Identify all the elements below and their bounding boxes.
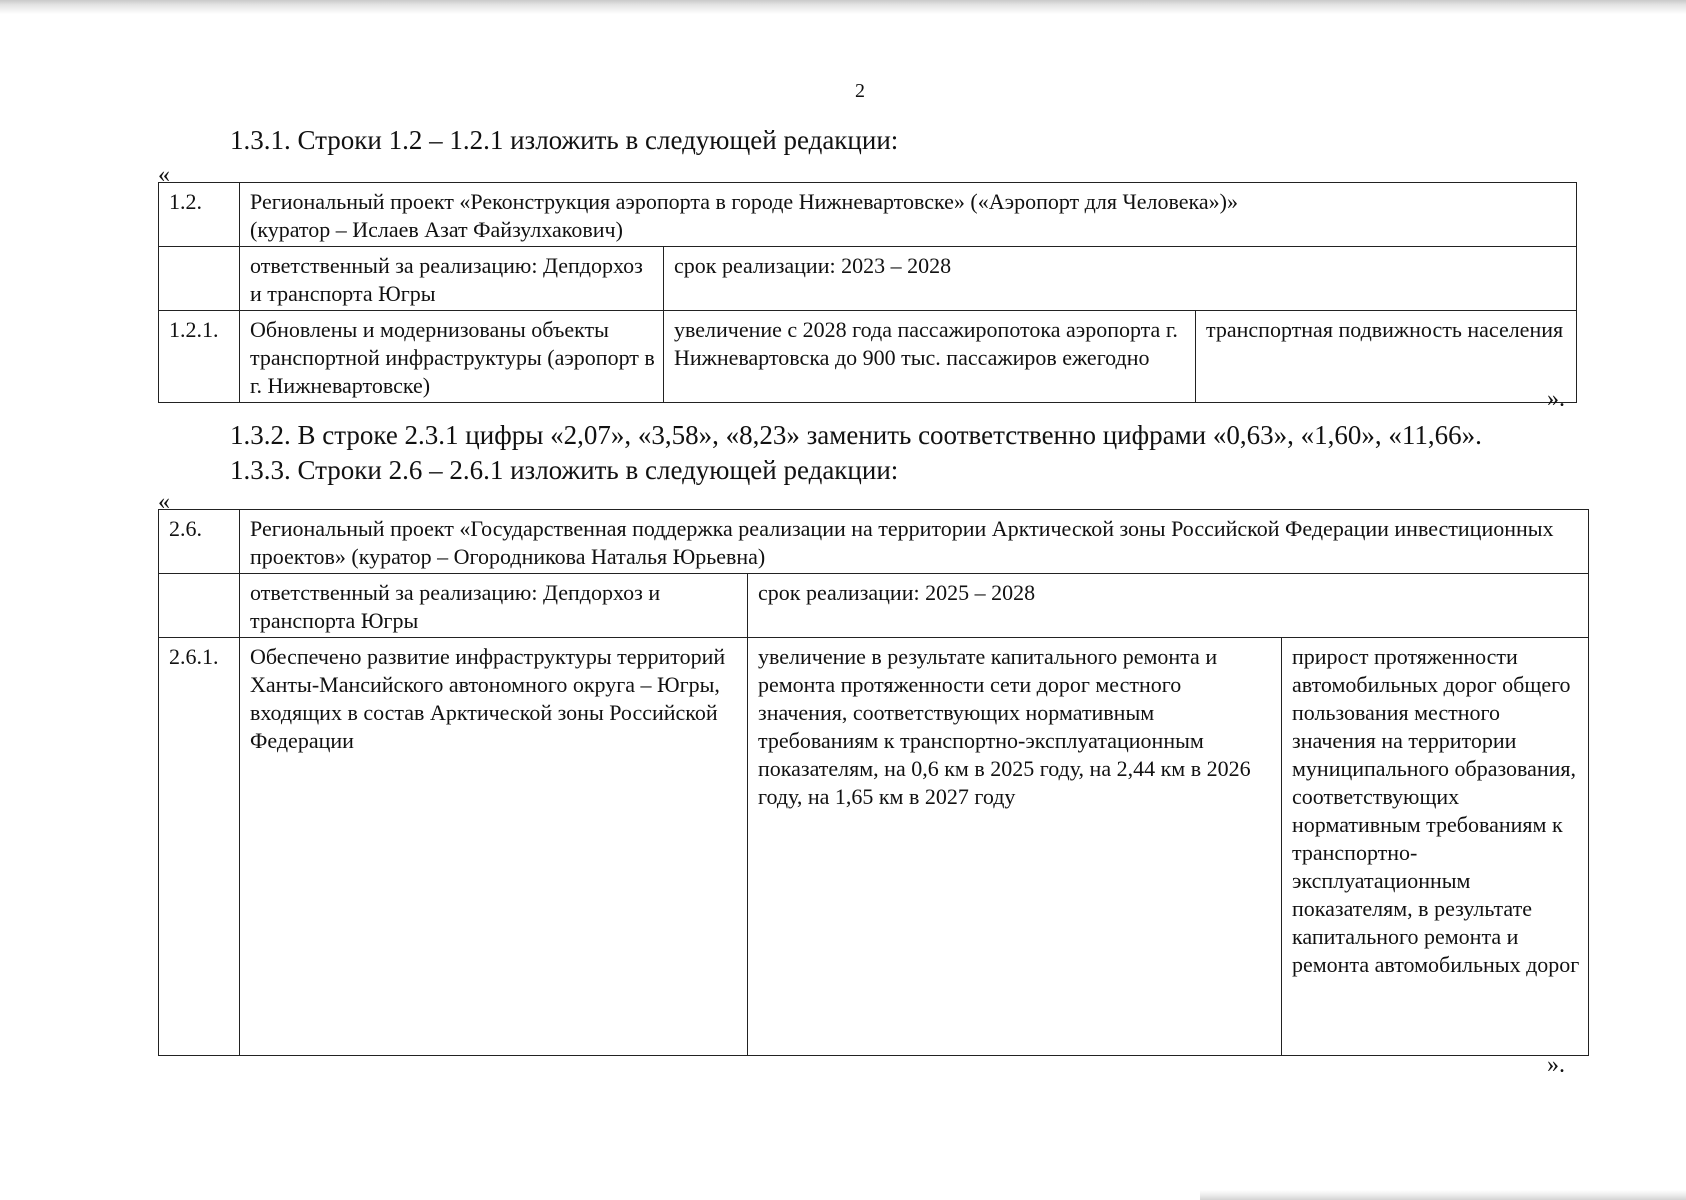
scan-edge-bottom [1200,1190,1686,1200]
empty-cell [159,574,240,638]
page-number: 2 [855,80,865,102]
result-cell: увеличение с 2028 года пассажиропотока аэропорта г. Нижневартовска до 900 тыс. пассажиров ежегодно [664,311,1196,403]
close-quote-2: ». [1547,1052,1565,1078]
responsible-cell: ответственный за реализацию: Депдорхоз и транспорта Югры [240,247,664,311]
paragraph-1-3-1: 1.3.1. Строки 1.2 – 1.2.1 изложить в следующей редакции: [230,125,899,155]
task-cell: Обновлены и модернизованы объекты транспортной инфраструктуры (аэропорт в г. Нижневартовске) [240,311,664,403]
period-cell: срок реализации: 2023 – 2028 [664,247,1577,311]
table-row-2-6-1 [159,638,1589,1056]
paragraph-1-3-3: 1.3.3. Строки 2.6 – 2.6.1 изложить в следующей редакции: [230,455,899,485]
open-quote-1: « [158,162,170,188]
table-row-2-6 [159,510,1589,574]
project-title-line-2: (куратор – Ислаев Азат Файзулхакович) [250,217,623,242]
empty-cell [159,247,240,311]
project-title-line-1: Региональный проект «Реконструкция аэропорта в городе Нижневартовске» («Аэропорт для Человека»)» [250,189,1238,214]
indicator-cell: прирост протяженности автомобильных дорог общего пользования местного значения на территории муниципального образования, соответствующих нормативным требованиям к транспортно-эксплуатационным показателям, в результате капитального ремонта и ремонта автомобильных дорог [1282,638,1589,1056]
table-rows-2-6 [158,509,1589,1056]
indicator-cell: транспортная подвижность населения [1196,311,1577,403]
row-number: 2.6.1. [159,638,240,1056]
period-cell: срок реализации: 2025 – 2028 [748,574,1589,638]
result-cell: увеличение в результате капитального ремонта и ремонта протяженности сети дорог местного значения, соответствующих нормативным требованиям к транспортно-эксплуатационным показателям, на 0,6 км в 2025 году, на 2,44 км в 2026 году, на 1,65 км в 2027 году [748,638,1282,1056]
project-title-cell [240,183,1577,247]
scan-edge-top [0,0,1686,14]
task-cell: Обеспечено развитие инфраструктуры территорий Ханты-Мансийского автономного округа – Югры, входящих в состав Арктической зоны Российской Федерации [240,638,748,1056]
table-rows-1-2 [158,182,1577,403]
close-quote-1: ». [1547,386,1565,412]
table-row-1-2-meta [159,247,1577,311]
paragraph-1-3-2: 1.3.2. В строке 2.3.1 цифры «2,07», «3,58», «8,23» заменить соответственно цифрами «0,63», «1,60», «11,66». [230,420,1482,450]
table-row-2-6-meta [159,574,1589,638]
open-quote-2: « [158,489,170,515]
table-row-1-2 [159,183,1577,247]
responsible-cell: ответственный за реализацию: Депдорхоз и транспорта Югры [240,574,748,638]
row-number: 2.6. [159,510,240,574]
row-number: 1.2.1. [159,311,240,403]
table-row-1-2-1 [159,311,1577,403]
project-title-cell: Региональный проект «Государственная поддержка реализации на территории Арктической зоны Российской Федерации инвестиционных проектов» (куратор – Огородникова Наталья Юрьевна) [240,510,1589,574]
row-number: 1.2. [159,183,240,247]
